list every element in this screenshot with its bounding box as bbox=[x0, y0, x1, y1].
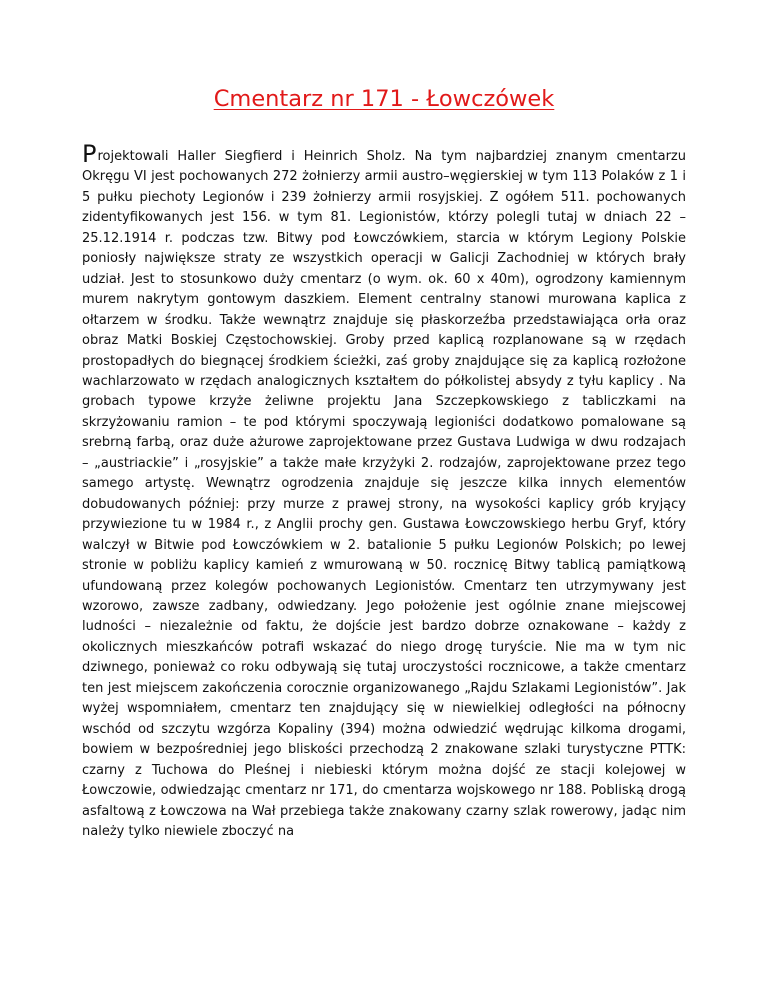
paragraph-text: rojektowali Haller Siegfierd i Heinrich Sholz. Na tym najbardziej znanym cmentarzu Okręgu VI jest pochowanych 272 żołnierzy armii austro–węgierskiej w tym 113 Polaków z 1 i 5 pułku piechoty Legionów i 239 żołnierzy armii rosyjskiej. Z ogółem 511. pochowanych zidentyfikowanych jest 156. w tym 81. Legionistów, którzy polegli tutaj w dniach 22 –25.12.1914 r. podczas tzw. Bitwy pod Łowczówkiem, starcia w którym Legiony Polskie poniosły największe straty ze wszystkich operacji w Galicji Zachodniej w których brały udział. Jest to stosunkowo duży cmentarz (o wym. ok. 60 x 40m), ogrodzony kamiennym murem nakrytym gontowym daszkiem. Element centralny stanowi murowana kaplica z ołtarzem w środku. Także wewnątrz znajduje się płaskorzeźba przedstawiająca orła oraz obraz Matki Boskiej Częstochowskiej. Groby przed kaplicą rozplanowane są w rzędach prostopadłych do biegnącej środkiem ścieżki, zaś groby znajdujące się za kaplicą rozłożone wachlarzowato w rzędach analogicznych kształtem do półkolistej absydy z tyłu kaplicy . Na grobach typowe krzyże żeliwne projektu Jana Szczepkowskiego z tabliczkami na skrzyżowaniu ramion – te pod którymi spoczywają legioniści dodatkowo pomalowane są srebrną farbą, oraz duże ażurowe zaprojektowane przez Gustava Ludwiga w dwu rodzajach – „austriackie” i „rosyjskie” a także małe krzyżyki 2. rodzajów, zaprojektowane przez tego samego artystę. Wewnątrz ogrodzenia znajduje się jeszcze kilka innych elementów dobudowanych później: przy murze z prawej strony, na wysokości kaplicy grób kryjący przywiezione tu w 1984 r., z Anglii prochy gen. Gustawa Łowczowskiego herbu Gryf, który walczył w Bitwie pod Łowczówkiem w 2. batalionie 5 pułku Legionów Polskich; po lewej stronie w pobliżu kaplicy kamień z wmurowaną w 50. rocznicę Bitwy tablicą pamiątkową ufundowaną przez kolegów pochowanych Legionistów. Cmentarz ten utrzymywany jest wzorowo, zawsze zadbany, odwiedzany. Jego położenie jest ogólnie znane miejscowej ludności – niezależnie od faktu, że dojście jest bardzo dobrze oznakowane – każdy z okolicznych mieszkańców potrafi wskazać do niego drogę turyście. Nie ma w tym nic dziwnego, ponieważ co roku odbywają się tutaj uroczystości rocznicowe, a także cmentarz ten jest miejscem zakończenia corocznie organizowanego „Rajdu Szlakami Legionistów”. Jak wyżej wspomniałem, cmentarz ten znajdujący się w niewielkiej odległości na północny wschód od szczytu wzgórza Kopaliny (394) można odwiedzić wędrując kilkoma drogami, bowiem w bezpośredniej jego bliskości przechodzą 2 znakowane szlaki turystyczne PTTK: czarny z Tuchowa do Pleśnej i niebieski którym można dojść ze stacji kolejowej w Łowczowie, odwiedzając cmentarz nr 171, do cmentarza wojskowego nr 188. Pobliską drogą asfaltową z Łowczowa na Wał przebiega także znakowany czarny szlak rowerowy, jadąc nim należy tylko niewiele zboczyć na bbox=[82, 149, 686, 839]
drop-cap: P bbox=[82, 140, 97, 168]
page-title: Cmentarz nr 171 - Łowczówek bbox=[213, 86, 555, 112]
paragraph bbox=[82, 140, 686, 842]
body-paragraph bbox=[82, 140, 686, 842]
